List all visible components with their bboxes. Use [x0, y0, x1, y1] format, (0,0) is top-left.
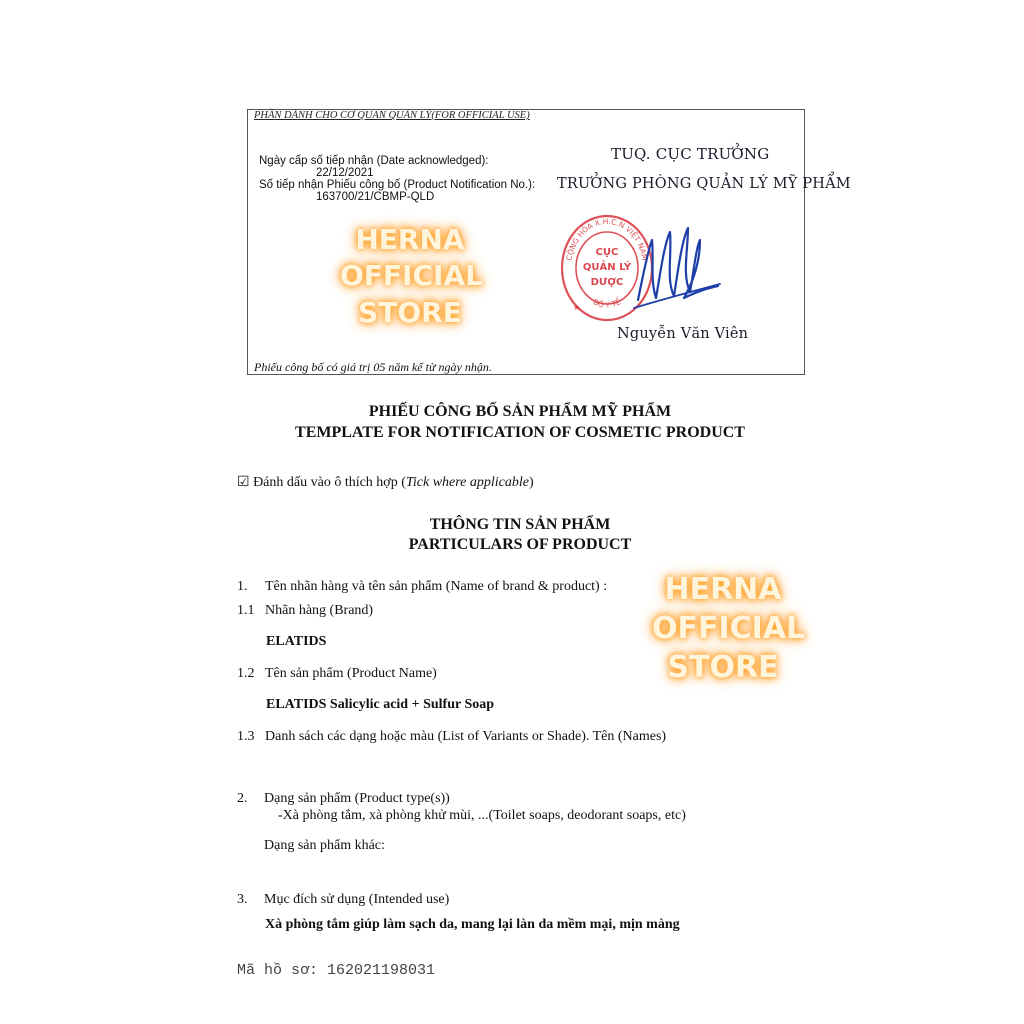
item-2-value: -Xà phòng tắm, xà phòng khử mùi, ...(Toilet soaps, deodorant soaps, etc) [278, 808, 686, 823]
item-1-number: 1. [237, 579, 248, 594]
signature-scribble [630, 220, 725, 315]
date-acknowledged-value: 22/12/2021 [316, 167, 374, 179]
watermark-line-3: STORE [358, 295, 462, 329]
section-title-en: PARTICULARS OF PRODUCT [408, 536, 632, 553]
stamp-center-line-1: CỤC [595, 247, 619, 258]
validity-note: Phiếu công bố có giá trị 05 năm kể từ ngày nhận. [254, 360, 492, 374]
watermark-line-2: OFFICIAL [652, 611, 806, 646]
item-1-2-number: 1.2 [237, 666, 255, 681]
stamp-ring-top: CỘNG HÒA X.H.C.N VIỆT NAM [564, 216, 650, 262]
item-2-other: Dạng sản phẩm khác: [264, 838, 385, 853]
stamp-center-line-2: QUẢN LÝ [582, 262, 632, 273]
item-3-number: 3. [237, 892, 248, 907]
file-code: Mã hồ sơ: 162021198031 [237, 962, 436, 979]
item-1-1-number: 1.1 [237, 603, 255, 618]
tick-note-text: Đánh dấu vào ô thích hợp ( [253, 475, 406, 490]
item-1-label: Tên nhãn hàng và tên sản phẩm (Name of brand & product) : [265, 579, 608, 594]
item-1-1-label: Nhãn hàng (Brand) [265, 603, 374, 618]
signer-name: Nguyễn Văn Viên [617, 326, 749, 342]
item-1-3-number: 1.3 [237, 729, 255, 744]
item-3-label: Mục đích sử dụng (Intended use) [264, 892, 450, 907]
date-acknowledged-label: Ngày cấp số tiếp nhận (Date acknowledged): [259, 155, 489, 167]
brand-value: ELATIDS [266, 634, 327, 649]
watermark-line-1: HERNA [355, 223, 465, 256]
tick-note [237, 474, 534, 491]
signature-title-2: TRƯỞNG PHÒNG QUẢN LÝ MỸ PHẨM [557, 176, 851, 192]
tick-note-italic: Tick where applicable [405, 475, 529, 490]
stamp-ring-bottom: BỘ Y TẾ [591, 297, 623, 310]
notification-number-value: 163700/21/CBMP-QLD [316, 191, 435, 203]
item-3-value: Xà phòng tắm giúp làm sạch da, mang lại làn da mềm mại, mịn màng [265, 917, 680, 932]
store-watermark-top [340, 222, 483, 331]
item-2-number: 2. [237, 791, 248, 806]
product-name-value: ELATIDS Salicylic acid + Sulfur Soap [266, 697, 495, 712]
item-1-2-label: Tên sản phẩm (Product Name) [265, 666, 437, 681]
svg-text:★: ★ [573, 303, 581, 312]
watermark-line-2: OFFICIAL [340, 259, 483, 293]
stamp-center-line-3: DƯỢC [590, 277, 624, 288]
section-title-vi: THÔNG TIN SẢN PHẨM [429, 516, 611, 533]
item-2-label: Dạng sản phẩm (Product type(s)) [264, 791, 450, 806]
document-title-en: TEMPLATE FOR NOTIFICATION OF COSMETIC PRODUCT [295, 424, 745, 441]
tick-note-close: ) [529, 475, 534, 490]
svg-text:BỘ Y TẾ [592, 296, 623, 309]
store-watermark-middle [652, 570, 806, 687]
official-use-header: PHẦN DÀNH CHO CƠ QUAN QUẢN LÝ(FOR OFFICIAL USE) [254, 110, 530, 121]
watermark-line-1: HERNA [664, 572, 782, 607]
notification-number-label: Số tiếp nhận Phiếu công bố (Product Notification No.): [259, 179, 536, 191]
checked-box-icon: ☑ [237, 475, 250, 490]
item-1-3-label: Danh sách các dạng hoặc màu (List of Variants or Shade). Tên (Names) [265, 729, 667, 744]
signature-title-1: TUQ. CỤC TRƯỞNG [611, 145, 770, 163]
watermark-line-3: STORE [667, 650, 779, 685]
document-title-vi: PHIẾU CÔNG BỐ SẢN PHẨM MỸ PHẨM [368, 403, 672, 420]
